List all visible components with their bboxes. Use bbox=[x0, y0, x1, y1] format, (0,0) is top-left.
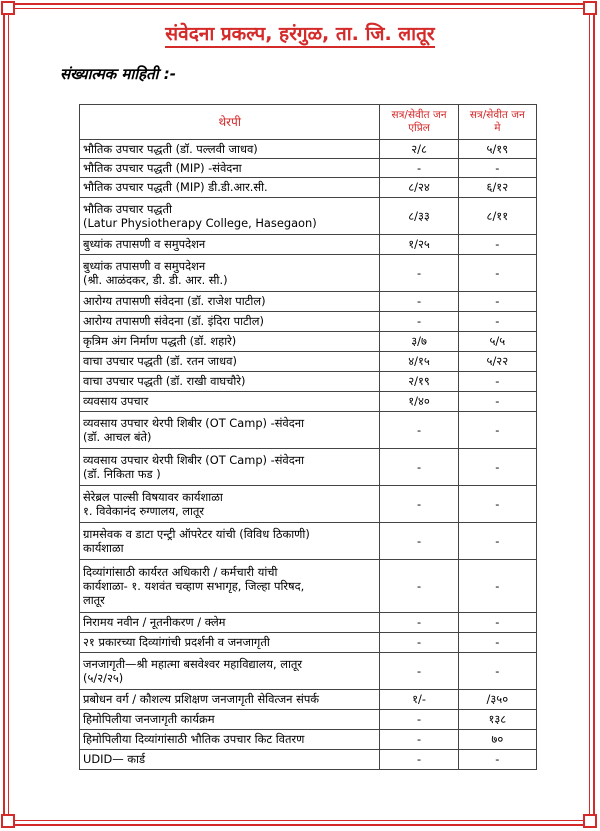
april-value-cell: - bbox=[380, 412, 458, 449]
april-value-cell: १/२५ bbox=[380, 235, 458, 255]
may-value-cell: ५/२२ bbox=[458, 352, 536, 372]
header-may-line1: सत्र/सेवीत जन bbox=[469, 109, 525, 122]
therapy-cell: कृत्रिम अंग निर्माण पद्धती (डॉ. शहारे) bbox=[80, 332, 380, 352]
table-row bbox=[80, 613, 537, 633]
april-value-cell: - bbox=[380, 292, 458, 312]
may-value-cell: - bbox=[458, 750, 536, 770]
therapy-cell: बुध्यांक तपासणी व समुपदेशन bbox=[80, 235, 380, 255]
border-corner-bottom-left bbox=[1, 814, 15, 828]
table-row bbox=[80, 372, 537, 392]
page-title-text: संवेदना प्रकल्प, हरंगुळ, ता. जि. लातूर bbox=[165, 23, 434, 48]
section-subtitle: संख्यात्मक माहिती :- bbox=[60, 65, 177, 83]
may-value-cell: १३८ bbox=[458, 710, 536, 730]
therapy-cell: २१ प्रकारच्या दिव्यांगांची प्रदर्शनी व जनजागृती bbox=[80, 633, 380, 653]
therapy-cell: वाचा उपचार पद्धती (डॉ. राखी वाघचौरे) bbox=[80, 372, 380, 392]
may-value-cell: - bbox=[458, 523, 536, 560]
table-row bbox=[80, 235, 537, 255]
therapy-cell: UDID— कार्ड bbox=[80, 750, 380, 770]
may-value-cell: - bbox=[458, 653, 536, 690]
april-value-cell: - bbox=[380, 613, 458, 633]
header-therapy: थेरपी bbox=[80, 105, 380, 140]
therapy-cell: दिव्यांगांसाठी कार्यरत अधिकारी / कर्मचारी यांची कार्यशाळा- १. यशवंत चव्हाण सभागृह, जिल्हा परिषद, लातूर bbox=[80, 560, 380, 613]
table-row bbox=[80, 159, 537, 178]
april-value-cell: २/१९ bbox=[380, 372, 458, 392]
table-row bbox=[80, 140, 537, 159]
therapy-cell: आरोग्य तपासणी संवेदना (डॉ. राजेश पाटील) bbox=[80, 292, 380, 312]
may-value-cell: - bbox=[458, 312, 536, 332]
april-value-cell: - bbox=[380, 750, 458, 770]
april-value-cell: - bbox=[380, 730, 458, 750]
may-value-cell: ५/१९ bbox=[458, 140, 536, 159]
border-corner-top-right bbox=[583, 1, 597, 15]
april-value-cell: ८/२४ bbox=[380, 178, 458, 198]
header-may-line2: मे bbox=[494, 122, 501, 134]
april-value-cell: ४/१५ bbox=[380, 352, 458, 372]
table-row bbox=[80, 332, 537, 352]
may-value-cell: ६/१२ bbox=[458, 178, 536, 198]
april-value-cell: - bbox=[380, 710, 458, 730]
may-value-cell: - bbox=[458, 633, 536, 653]
april-value-cell: - bbox=[380, 523, 458, 560]
table-row bbox=[80, 412, 537, 449]
header-april-line2: एप्रिल bbox=[408, 122, 430, 134]
may-value-cell: - bbox=[458, 372, 536, 392]
therapy-cell: ग्रामसेवक व डाटा एन्ट्री ऑपरेटर यांची (विविध ठिकाणी) कार्यशाळा bbox=[80, 523, 380, 560]
table-row bbox=[80, 352, 537, 372]
may-value-cell: /३५० bbox=[458, 690, 536, 710]
therapy-cell: जनजागृती—श्री महात्मा बसवेश्वर महाविद्यालय, लातूर (५/२/२५) bbox=[80, 653, 380, 690]
therapy-cell: भौतिक उपचार पद्धती (MIP) -संवेदना bbox=[80, 159, 380, 178]
may-value-cell: ५/५ bbox=[458, 332, 536, 352]
header-april bbox=[380, 105, 458, 140]
may-value-cell: - bbox=[458, 449, 536, 486]
therapy-cell: बुध्यांक तपासणी व समुपदेशन (श्री. आळंदकर, डी. डी. आर. सी.) bbox=[80, 255, 380, 292]
therapy-cell: हिमोपिलीया दिव्यांगांसाठी भौतिक उपचार किट वितरण bbox=[80, 730, 380, 750]
table-row bbox=[80, 690, 537, 710]
table-row bbox=[80, 523, 537, 560]
april-value-cell: ३/७ bbox=[380, 332, 458, 352]
border-corner-top-left bbox=[1, 1, 15, 15]
may-value-cell: - bbox=[458, 235, 536, 255]
table-row bbox=[80, 710, 537, 730]
table-row bbox=[80, 292, 537, 312]
table-row bbox=[80, 560, 537, 613]
table-header-row bbox=[80, 105, 537, 140]
april-value-cell: - bbox=[380, 159, 458, 178]
april-value-cell: १/४० bbox=[380, 392, 458, 412]
may-value-cell: - bbox=[458, 159, 536, 178]
header-april-line1: सत्र/सेवीत जन bbox=[391, 109, 447, 122]
therapy-cell: निरामय नवीन / नूतनीकरण / क्लेम bbox=[80, 613, 380, 633]
may-value-cell: - bbox=[458, 392, 536, 412]
may-value-cell: ७० bbox=[458, 730, 536, 750]
therapy-cell: व्यवसाय उपचार bbox=[80, 392, 380, 412]
therapy-cell: व्यवसाय उपचार थेरपी शिबीर (OT Camp) -संवेदना (डॉ. निकिता फड ) bbox=[80, 449, 380, 486]
april-value-cell: - bbox=[380, 633, 458, 653]
may-value-cell: - bbox=[458, 613, 536, 633]
table-row bbox=[80, 486, 537, 523]
april-value-cell: - bbox=[380, 255, 458, 292]
table-row bbox=[80, 730, 537, 750]
table-body bbox=[80, 140, 537, 770]
therapy-cell: भौतिक उपचार पद्धती (MIP) डी.डी.आर.सी. bbox=[80, 178, 380, 198]
therapy-cell: भौतिक उपचार पद्धती (डॉ. पल्लवी जाधव) bbox=[80, 140, 380, 159]
therapy-cell: हिमोपिलीया जनजागृती कार्यक्रम bbox=[80, 710, 380, 730]
may-value-cell: ८/११ bbox=[458, 198, 536, 235]
therapy-cell: आरोग्य तपासणी संवेदना (डॉ. इंदिरा पाटील) bbox=[80, 312, 380, 332]
table-row bbox=[80, 312, 537, 332]
table-row bbox=[80, 750, 537, 770]
may-value-cell: - bbox=[458, 486, 536, 523]
april-value-cell: - bbox=[380, 312, 458, 332]
table-row bbox=[80, 392, 537, 412]
page-title bbox=[0, 20, 600, 46]
may-value-cell: - bbox=[458, 412, 536, 449]
therapy-cell: भौतिक उपचार पद्धती (Latur Physiotherapy College, Hasegaon) bbox=[80, 198, 380, 235]
may-value-cell: - bbox=[458, 255, 536, 292]
april-value-cell: - bbox=[380, 653, 458, 690]
therapy-cell: प्रबोधन वर्ग / कौशल्य प्रशिक्षण जनजागृती सेवित्जन संपर्क bbox=[80, 690, 380, 710]
table-row bbox=[80, 449, 537, 486]
therapy-cell: व्यवसाय उपचार थेरपी शिबीर (OT Camp) -संवेदना (डॉ. आचल बंते) bbox=[80, 412, 380, 449]
april-value-cell: ८/३३ bbox=[380, 198, 458, 235]
table-row bbox=[80, 255, 537, 292]
may-value-cell: - bbox=[458, 560, 536, 613]
april-value-cell: - bbox=[380, 486, 458, 523]
may-value-cell: - bbox=[458, 292, 536, 312]
april-value-cell: - bbox=[380, 560, 458, 613]
therapy-cell: वाचा उपचार पद्धती (डॉ. रतन जाधव) bbox=[80, 352, 380, 372]
table-row bbox=[80, 178, 537, 198]
header-may bbox=[458, 105, 536, 140]
table-row bbox=[80, 198, 537, 235]
april-value-cell: १/- bbox=[380, 690, 458, 710]
border-corner-bottom-right bbox=[583, 814, 597, 828]
table-row bbox=[80, 653, 537, 690]
april-value-cell: - bbox=[380, 449, 458, 486]
april-value-cell: २/८ bbox=[380, 140, 458, 159]
table-row bbox=[80, 633, 537, 653]
therapy-cell: सेरेब्रल पाल्सी विषयावर कार्यशाळा १. विवेकानंद रुग्णालय, लातूर bbox=[80, 486, 380, 523]
therapy-statistics-table bbox=[79, 104, 537, 770]
